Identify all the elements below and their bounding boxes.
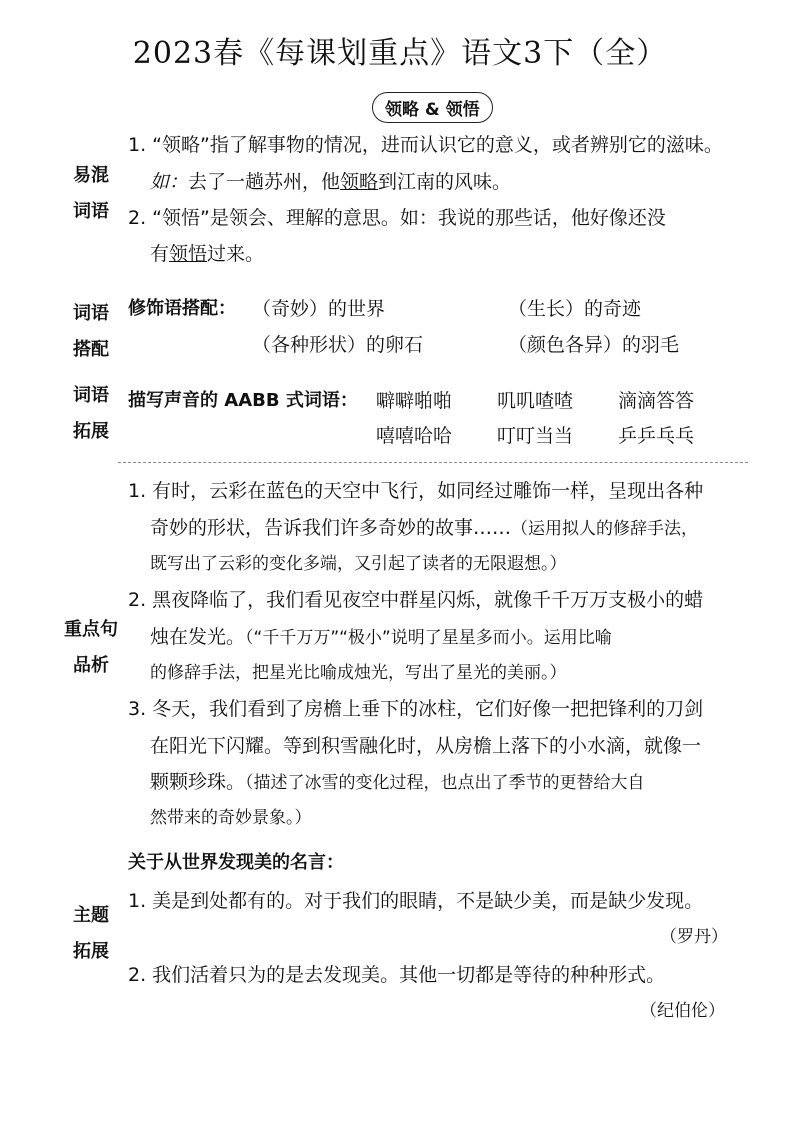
section-label-text: 主题 拓展 (73, 905, 109, 962)
aabb-word: 滴滴答答 (618, 390, 695, 412)
page-title: 2023春《每课划重点》语文3下（全） (132, 36, 668, 71)
extension-label: 描写声音的 AABB 式词语： (128, 390, 358, 411)
highlight-word: 领悟 (169, 243, 208, 265)
sentence-note: 然带来的奇妙景象。） (150, 808, 312, 828)
collocation-label: 修饰语搭配： (128, 298, 236, 319)
sentence-line (150, 513, 698, 544)
section-label-theme (62, 898, 120, 970)
theme-heading: 关于从世界发现美的名言： (128, 852, 344, 873)
sentence-note: （描述了冰雪的变化过程，也点出了季节的更替给大自 (245, 773, 645, 793)
section-label-key-sentences (56, 612, 126, 684)
word-example-2 (150, 239, 264, 269)
section-divider (118, 462, 748, 463)
quote-2-author: （纪伯伦） (640, 1001, 725, 1021)
sentence-line (150, 622, 612, 653)
topic-badge: 领略 & 领悟 (372, 92, 493, 123)
sentence-text: 烛在发光。 (150, 626, 246, 648)
section-label-extension (62, 378, 120, 450)
sentence-note: （“千千万万”“极小”说明了星星多而小。运用比喻 (245, 628, 612, 648)
sentence-line: 2. 黑夜降临了，我们看见夜空中群星闪烁，就像千千万万支极小的蜡 (128, 589, 704, 611)
sentence-note: 的修辞手法，把星光比喻成烛光，写出了星光的美丽。） (150, 663, 567, 683)
sentence-line: 在阳光下闪耀。等到积雪融化时，从房檐上落下的小水滴，就像一 (150, 735, 702, 757)
highlight-word: 领略 (340, 171, 379, 193)
quote-1-author: （罗丹） (660, 927, 728, 947)
section-label-text: 词语 搭配 (73, 303, 109, 360)
sentence-line (150, 767, 645, 798)
section-label-text: 易混 词语 (73, 165, 109, 222)
example-marker: 如： (150, 171, 189, 193)
sentence-line: 3. 冬天，我们看到了房檐上垂下的冰柱，它们好像一把把锋利的刀剑 (128, 698, 704, 720)
quote-2: 2. 我们活着只为的是去发现美。其他一切都是等待的种种形式。 (128, 964, 666, 986)
word-example-1 (150, 167, 511, 197)
section-label-text: 词语 拓展 (73, 385, 109, 442)
section-label-text: 重点句 品析 (64, 619, 118, 676)
aabb-word: 叽叽喳喳 (497, 390, 574, 412)
quote-1: 1. 美是到处都有的。对于我们的眼睛，不是缺少美，而是缺少发现。 (128, 890, 704, 912)
collocation-item: （奇妙）的世界 (252, 298, 386, 320)
example-text: 到江南的风味。 (378, 171, 512, 193)
aabb-word: 噼噼啪啪 (376, 390, 453, 412)
aabb-word: 乒乒乓乓 (618, 425, 695, 447)
collocation-item: （各种形状）的卵石 (252, 334, 424, 356)
sentence-note: 既写出了云彩的变化多端，又引起了读者的无限遐想。） (150, 554, 567, 574)
sentence-text: 奇妙的形状，告诉我们许多奇妙的故事…… (150, 517, 512, 539)
sentence-text: 颗颗珍珠。 (150, 771, 246, 793)
sentence-line: 1. 有时，云彩在蓝色的天空中飞行，如同经过雕饰一样，呈现出各种 (128, 480, 704, 502)
collocation-item: （颜色各异）的羽毛 (508, 334, 680, 356)
example-text: 去了一趟苏州，他 (188, 171, 341, 193)
section-label-collocation (62, 296, 120, 368)
example-text: 有 (150, 243, 170, 265)
sentence-note: （运用拟人的修辞手法， (511, 519, 699, 539)
aabb-word: 叮叮当当 (497, 425, 574, 447)
section-label-confusing-words (62, 158, 120, 230)
collocation-item: （生长）的奇迹 (508, 298, 642, 320)
aabb-word: 嘻嘻哈哈 (376, 425, 453, 447)
word-def-1: 1. “领略”指了解事物的情况，进而认识它的意义，或者辨别它的滋味。 (128, 134, 723, 156)
word-def-2: 2. “领悟”是领会、理解的意思。如：我说的那些话，他好像还没 (128, 207, 666, 229)
example-text: 过来。 (207, 243, 265, 265)
